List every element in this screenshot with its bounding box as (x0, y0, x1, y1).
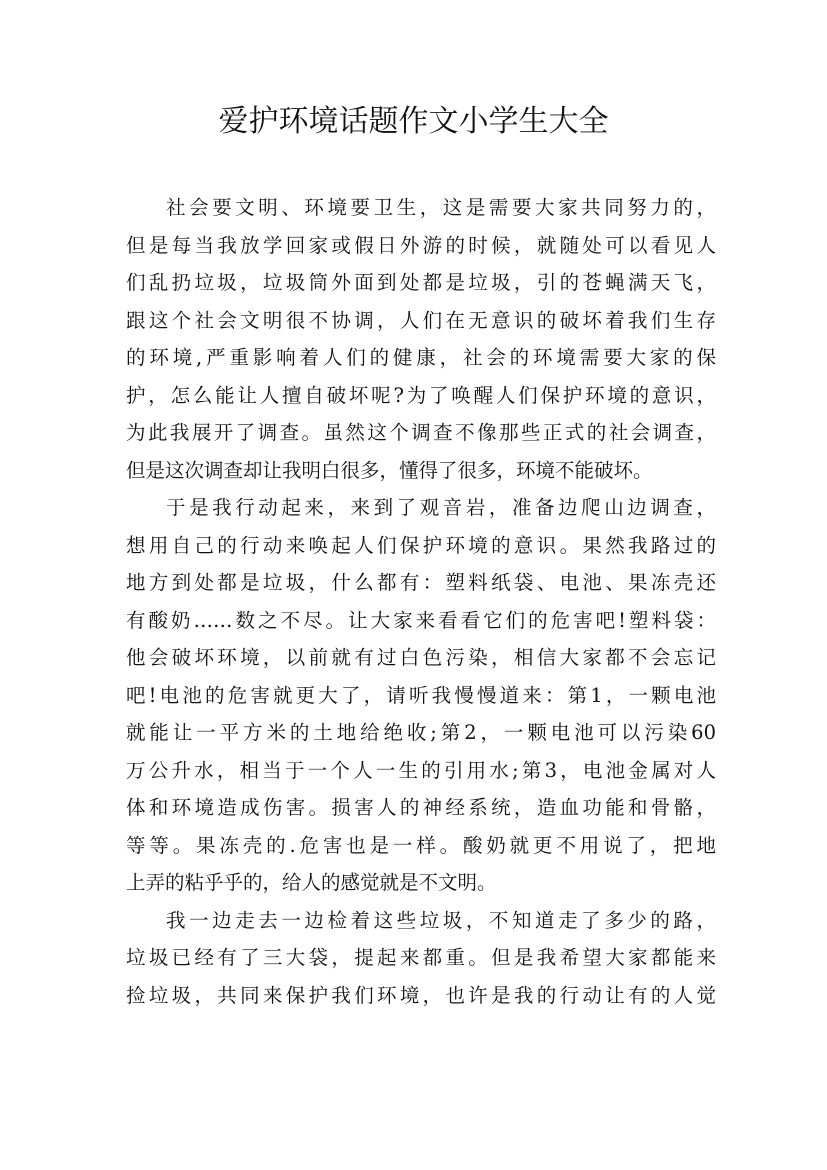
paragraph-2-line-9: 体和环境造成伤害。损害人的神经系统，造血功能和骨骼， (126, 796, 716, 819)
paragraph-1-line-3: 们乱扔垃圾，垃圾筒外面到处都是垃圾，引的苍蝇满天飞， (126, 271, 716, 294)
paragraph-1-line-8: 但是这次调查却让我明白很多，懂得了很多，环境不能破坏。 (126, 458, 653, 482)
paragraph-1-line-6: 护，怎么能让人擅自破坏呢?为了唤醒人们保护环境的意识， (126, 383, 716, 407)
paragraph-2-line-3: 地方到处都是垃圾，什么都有：塑料纸袋、电池、果冻壳还 (126, 571, 716, 594)
paragraph-2-line-6: 吧!电池的危害就更大了，请听我慢慢道来：第1，一颗电池 (126, 683, 716, 707)
paragraph-1-line-2: 但是每当我放学回家或假日外游的时候，就随处可以看见人 (126, 233, 716, 257)
paragraph-3-line-1: 我一边走去一边检着这些垃圾，不知道走了多少的路， (166, 908, 716, 932)
paragraph-3-line-2: 垃圾已经有了三大袋，提起来都重。但是我希望大家都能来 (126, 946, 716, 969)
paragraph-1-line-7: 为此我展开了调查。虽然这个调查不像那些正式的社会调查， (126, 421, 716, 444)
paragraph-2-line-1: 于是我行动起来，来到了观音岩，准备边爬山边调查， (166, 496, 716, 519)
paragraph-2-line-2: 想用自己的行动来唤起人们保护环境的意识。果然我路过的 (126, 533, 716, 557)
paragraph-2-line-10: 等等。果冻壳的.危害也是一样。酸奶就更不用说了，把地 (126, 833, 716, 857)
paragraph-2-line-7: 就能让一平方米的土地给绝收;第2，一颗电池可以污染60 (126, 721, 716, 744)
paragraph-1-line-1: 社会要文明、环境要卫生，这是需要大家共同努力的， (166, 196, 716, 219)
paragraph-2-line-11: 上弄的粘乎乎的，给人的感觉就是不文明。 (126, 871, 497, 894)
paragraph-2-line-4: 有酸奶……数之不尽。让大家来看看它们的危害吧!塑料袋： (126, 608, 716, 632)
paragraph-2-line-8: 万公升水，相当于一个人一生的引用水;第3，电池金属对人 (126, 758, 716, 782)
paragraph-1-line-4: 跟这个社会文明很不协调，人们在无意识的破坏着我们生存 (126, 308, 716, 332)
paragraph-2-line-5: 他会破坏环境，以前就有过白色污染，相信大家都不会忘记 (126, 646, 716, 669)
paragraph-3-line-3: 捡垃圾，共同来保护我们环境，也许是我的行动让有的人觉 (126, 983, 716, 1007)
document-title: 爱护环境话题作文小学生大全 (218, 104, 609, 139)
paragraph-1-line-5: 的环境,严重影响着人们的健康，社会的环境需要大家的保 (126, 346, 716, 369)
document-body (126, 189, 716, 1014)
